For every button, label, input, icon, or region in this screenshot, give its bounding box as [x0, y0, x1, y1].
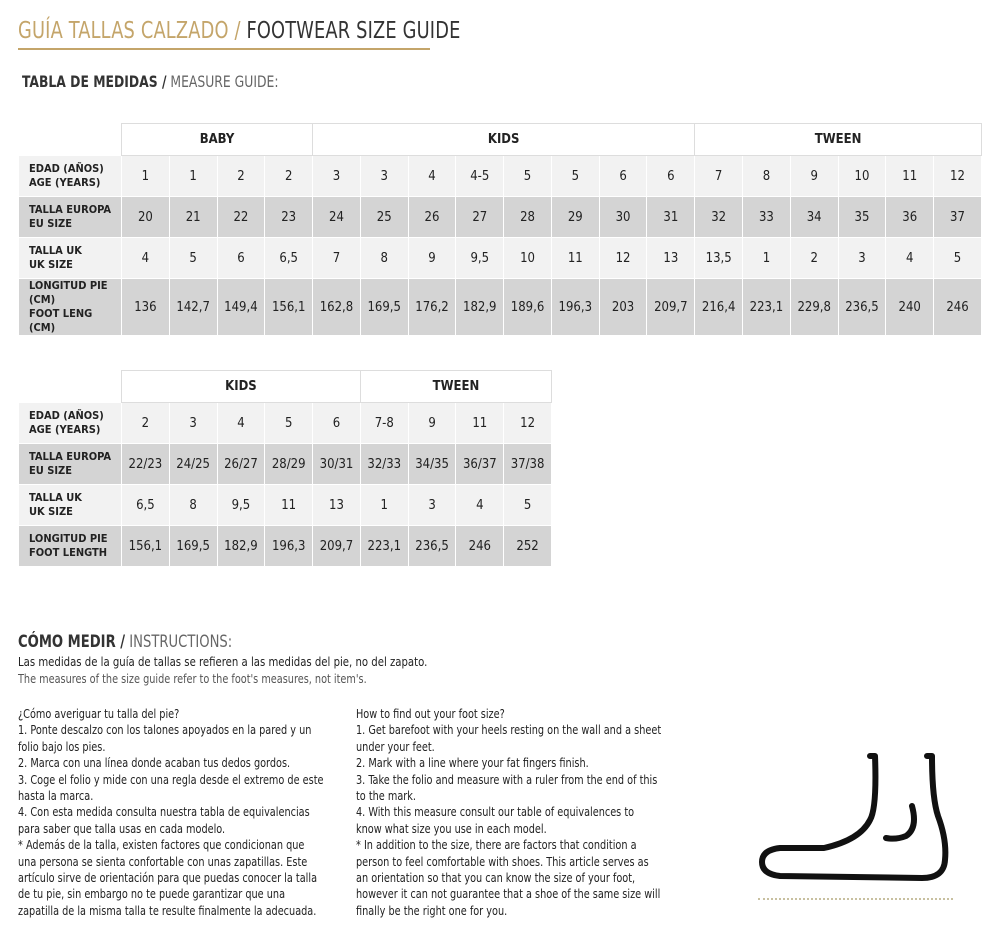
table-cell: 4-5	[456, 156, 504, 197]
table-cell: 7-8	[360, 403, 408, 444]
instructions-intro-en: The measures of the size guide refer to the foot's measures, not item's.	[18, 672, 367, 686]
instruction-es-step-3: 3. Coge el folio y mide con una regla desde el extremo de este hasta la marca.	[18, 772, 324, 804]
title-underline	[18, 48, 430, 50]
table1-group-row	[19, 124, 982, 156]
table-cell: 37	[934, 197, 982, 238]
table-cell: 32/33	[360, 444, 408, 485]
instruction-es-step-2: 2. Marca con una línea donde acaban tus dedos gordos.	[18, 756, 291, 771]
table-cell: 8	[360, 238, 408, 279]
table-cell: 25	[360, 197, 408, 238]
page-title	[18, 18, 460, 44]
table-cell: 36	[886, 197, 934, 238]
table-cell: 142,7	[169, 279, 217, 336]
table-cell: 182,9	[456, 279, 504, 336]
table-cell: 33	[743, 197, 791, 238]
table-cell: 5	[169, 238, 217, 279]
row-label-es: TALLA UK	[29, 244, 82, 257]
instruction-en-step-4: 4. With this measure consult our table of equivalences to know what size you use in each model.	[356, 805, 635, 836]
table-cell: 3	[408, 485, 456, 526]
table-cell: 32	[695, 197, 743, 238]
row-header	[19, 526, 122, 567]
eu-size-row	[19, 444, 552, 485]
table-cell: 4	[408, 156, 456, 197]
table-cell: 29	[551, 197, 599, 238]
instruction-es-step-4: 4. Con esta medida consulta nuestra tabla de equivalencias para saber que talla usas en cada modelo.	[18, 805, 310, 836]
row-header	[19, 238, 122, 279]
table-cell: 4	[886, 238, 934, 279]
instruction-en-step-2: 2. Mark with a line where your fat fingers finish.	[356, 756, 589, 771]
table-cell: 10	[504, 238, 552, 279]
table-cell: 24/25	[169, 444, 217, 485]
row-label-en: AGE (YEARS)	[29, 423, 101, 436]
table-cell: 26/27	[217, 444, 265, 485]
blank-corner	[19, 371, 122, 403]
foot-baseline-dots	[758, 898, 953, 900]
table-cell: 236,5	[408, 526, 456, 567]
table-cell: 11	[551, 238, 599, 279]
row-label-en: AGE (YEARS)	[29, 176, 101, 189]
row-label-es: TALLA EUROPA	[29, 203, 112, 216]
table-cell: 31	[647, 197, 695, 238]
table-cell: 2	[265, 156, 313, 197]
group-header-tween: TWEEN	[695, 124, 982, 156]
table-cell: 11	[886, 156, 934, 197]
table-cell: 4	[217, 403, 265, 444]
measure-guide-heading-es: TABLA DE MEDIDAS /	[22, 72, 167, 91]
table-cell: 21	[169, 197, 217, 238]
table-cell: 209,7	[647, 279, 695, 336]
table-cell: 6	[647, 156, 695, 197]
row-header	[19, 197, 122, 238]
table-cell: 5	[504, 485, 552, 526]
table-cell: 1	[122, 156, 170, 197]
size-table-2	[18, 370, 552, 567]
table-cell: 246	[456, 526, 504, 567]
instruction-en-step-1: 1. Get barefoot with your heels resting on the wall and a sheet under your feet.	[356, 723, 662, 754]
measure-guide-heading-en: MEASURE GUIDE:	[170, 72, 279, 91]
age-row	[19, 156, 982, 197]
table-cell: 11	[456, 403, 504, 444]
table-cell: 28/29	[265, 444, 313, 485]
table-cell: 13	[313, 485, 361, 526]
instruction-es-step-1: 1. Ponte descalzo con los talones apoyados en la pared y un folio bajo los pies.	[18, 723, 312, 754]
table-cell: 176,2	[408, 279, 456, 336]
foot-icon	[752, 748, 952, 908]
table-cell: 6	[217, 238, 265, 279]
table-cell: 229,8	[790, 279, 838, 336]
table-cell: 7	[695, 156, 743, 197]
table-cell: 37/38	[504, 444, 552, 485]
measure-guide-heading	[22, 72, 278, 91]
table2-group-row	[19, 371, 552, 403]
instructions-column-en	[356, 706, 662, 919]
table-cell: 6	[599, 156, 647, 197]
row-label-es: EDAD (AÑOS)	[29, 409, 104, 422]
page-title-es: GUÍA TALLAS CALZADO /	[18, 18, 241, 44]
table-cell: 22	[217, 197, 265, 238]
foot-length-row	[19, 279, 982, 336]
table-cell: 162,8	[313, 279, 361, 336]
table-cell: 2	[790, 238, 838, 279]
table-cell: 12	[504, 403, 552, 444]
table-cell: 1	[360, 485, 408, 526]
table-cell: 27	[456, 197, 504, 238]
table-cell: 9	[408, 403, 456, 444]
table-cell: 8	[169, 485, 217, 526]
table-cell: 2	[122, 403, 170, 444]
table-cell: 7	[313, 238, 361, 279]
row-label-es: TALLA EUROPA	[29, 450, 112, 463]
table-cell: 4	[456, 485, 504, 526]
table-cell: 24	[313, 197, 361, 238]
table-cell: 196,3	[265, 526, 313, 567]
row-label-en: EU SIZE	[29, 217, 72, 230]
table-cell: 13,5	[695, 238, 743, 279]
table-cell: 209,7	[313, 526, 361, 567]
table-cell: 9,5	[456, 238, 504, 279]
row-header	[19, 485, 122, 526]
table-cell: 216,4	[695, 279, 743, 336]
table-cell: 240	[886, 279, 934, 336]
instruction-es-question: ¿Cómo averiguar tu talla del pie?	[18, 707, 180, 721]
foot-length-row	[19, 526, 552, 567]
table-cell: 3	[360, 156, 408, 197]
table-cell: 9	[790, 156, 838, 197]
table-cell: 26	[408, 197, 456, 238]
table-cell: 28	[504, 197, 552, 238]
instruction-en-step-3: 3. Take the folio and measure with a ruler from the end of this to the mark.	[356, 772, 658, 804]
page-title-en: FOOTWEAR SIZE GUIDE	[246, 18, 461, 44]
table-cell: 34	[790, 197, 838, 238]
table-cell: 203	[599, 279, 647, 336]
instructions-heading-en: INSTRUCTIONS:	[129, 632, 233, 652]
table-cell: 12	[934, 156, 982, 197]
size-table-1	[18, 123, 982, 336]
instructions-heading-es: CÓMO MEDIR /	[18, 632, 126, 652]
table-cell: 10	[838, 156, 886, 197]
row-header	[19, 403, 122, 444]
eu-size-row	[19, 197, 982, 238]
table-cell: 156,1	[265, 279, 313, 336]
instructions-heading	[18, 632, 232, 652]
table-cell: 9	[408, 238, 456, 279]
table-cell: 3	[838, 238, 886, 279]
row-label-es: TALLA UK	[29, 491, 82, 504]
table-cell: 223,1	[360, 526, 408, 567]
row-header	[19, 156, 122, 197]
table-cell: 22/23	[122, 444, 170, 485]
row-label-es: LONGITUD PIE	[29, 532, 108, 545]
table-cell: 1	[743, 238, 791, 279]
blank-corner	[19, 124, 122, 156]
instructions-column-es	[18, 706, 324, 919]
table-cell: 6,5	[265, 238, 313, 279]
uk-size-row	[19, 485, 552, 526]
table-cell: 1	[169, 156, 217, 197]
row-label-en: FOOT LENG (CM)	[29, 307, 93, 334]
group-header-baby: BABY	[122, 124, 313, 156]
table-cell: 223,1	[743, 279, 791, 336]
table-cell: 6	[313, 403, 361, 444]
table-cell: 252	[504, 526, 552, 567]
table-cell: 156,1	[122, 526, 170, 567]
instructions-intro-es: Las medidas de la guía de tallas se refieren a las medidas del pie, no del zapato.	[18, 654, 428, 669]
table-cell: 3	[169, 403, 217, 444]
group-header-tween: TWEEN	[360, 371, 551, 403]
row-header	[19, 279, 122, 336]
table-cell: 236,5	[838, 279, 886, 336]
row-label-en: EU SIZE	[29, 464, 72, 477]
table-cell: 196,3	[551, 279, 599, 336]
row-label-es: EDAD (AÑOS)	[29, 162, 104, 175]
table-cell: 12	[599, 238, 647, 279]
table-cell: 169,5	[360, 279, 408, 336]
table-cell: 182,9	[217, 526, 265, 567]
row-header	[19, 444, 122, 485]
table-cell: 2	[217, 156, 265, 197]
table-cell: 5	[265, 403, 313, 444]
row-label-en: FOOT LENGTH	[29, 546, 108, 559]
table-cell: 5	[551, 156, 599, 197]
row-label-es: LONGITUD PIE (CM)	[29, 279, 108, 306]
table-cell: 136	[122, 279, 170, 336]
instruction-en-question: How to find out your foot size?	[356, 707, 505, 721]
table-cell: 5	[504, 156, 552, 197]
instruction-en-note: * In addition to the size, there are factors that condition a person to feel comfortable with shoes. This article serves as an orientation so that you can know the size of your foot, however it can not guarantee that a shoe of the same size will finally be the right one for you.	[356, 838, 661, 918]
table-cell: 35	[838, 197, 886, 238]
uk-size-row	[19, 238, 982, 279]
table-cell: 8	[743, 156, 791, 197]
table-cell: 30/31	[313, 444, 361, 485]
row-label-en: UK SIZE	[29, 505, 73, 518]
table-cell: 149,4	[217, 279, 265, 336]
group-header-kids: KIDS	[313, 124, 695, 156]
table-cell: 3	[313, 156, 361, 197]
table-cell: 5	[934, 238, 982, 279]
table-cell: 36/37	[456, 444, 504, 485]
table-cell: 13	[647, 238, 695, 279]
table-cell: 169,5	[169, 526, 217, 567]
table-cell: 246	[934, 279, 982, 336]
group-header-kids: KIDS	[122, 371, 361, 403]
table-cell: 189,6	[504, 279, 552, 336]
table-cell: 6,5	[122, 485, 170, 526]
table-cell: 20	[122, 197, 170, 238]
table-cell: 11	[265, 485, 313, 526]
table-cell: 30	[599, 197, 647, 238]
table-cell: 4	[122, 238, 170, 279]
table-cell: 9,5	[217, 485, 265, 526]
instruction-es-note: * Además de la talla, existen factores que condicionan que una persona se sienta confortable con unas zapatillas. Este artículo sirve de orientación para que puedas conocer la talla de tu pie, sin embargo no te puede garantizar que una zapatilla de la misma talla te resulte finalmente la adecuada.	[18, 838, 318, 918]
row-label-en: UK SIZE	[29, 258, 73, 271]
age-row	[19, 403, 552, 444]
table-cell: 34/35	[408, 444, 456, 485]
table-cell: 23	[265, 197, 313, 238]
